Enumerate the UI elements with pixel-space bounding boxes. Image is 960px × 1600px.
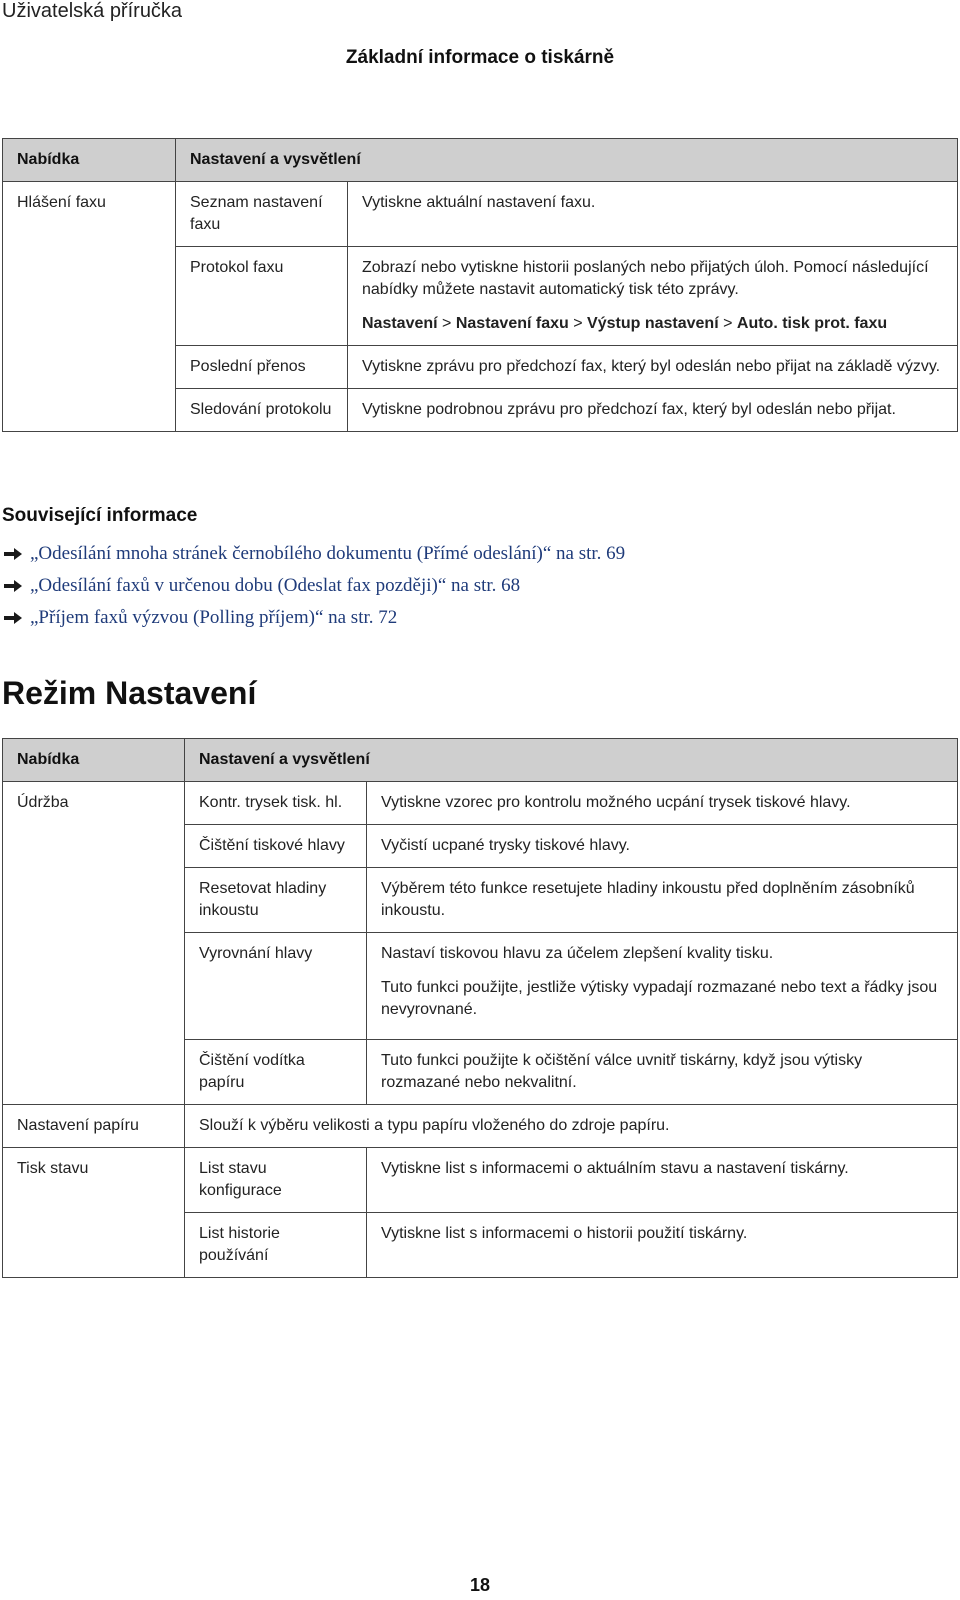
menu-group-print-status: Tisk stavu <box>3 1148 185 1278</box>
menu-path-separator: > <box>723 315 733 332</box>
column-header-settings: Nastavení a vysvětlení <box>176 139 958 182</box>
menu-path-step: Výstup nastavení <box>587 315 719 332</box>
setting-description: Vytiskne aktuální nastavení faxu. <box>348 182 958 247</box>
menu-group-fax-report: Hlášení faxu <box>3 182 176 432</box>
related-link-text[interactable]: „Odesílání faxů v určenou dobu (Odeslat fax později)“ na str. 68 <box>30 575 521 596</box>
related-link-text[interactable]: „Odesílání mnoha stránek černobílého dokumentu (Přímé odeslání)“ na str. 69 <box>30 543 626 564</box>
arrow-right-icon <box>2 545 24 563</box>
setting-description: Výběrem této funkce resetujete hladiny inkoustu před doplněním zásobníků inkoustu. <box>367 868 958 933</box>
setting-name: Čištění tiskové hlavy <box>185 825 367 868</box>
page-number: 18 <box>469 1575 491 1595</box>
setting-description: Slouží k výběru velikosti a typu papíru vloženého do zdroje papíru. <box>185 1105 958 1148</box>
setting-name: List historie používání <box>185 1213 367 1278</box>
setting-name: Kontr. trysek tisk. hl. <box>185 782 367 825</box>
menu-path <box>348 311 958 346</box>
setting-name: List stavu konfigurace <box>185 1148 367 1213</box>
related-link[interactable] <box>2 602 625 634</box>
related-link[interactable] <box>2 538 625 570</box>
menu-group-paper-setup: Nastavení papíru <box>3 1105 185 1148</box>
section2-title: Režim Nastavení <box>2 675 257 711</box>
setting-description: Vytiskne vzorec pro kontrolu možného ucpání trysek tiskové hlavy. <box>367 782 958 825</box>
related-info-heading: Související informace <box>2 505 198 526</box>
menu-path-step: Auto. tisk prot. faxu <box>736 315 888 332</box>
menu-path-step: Nastavení faxu <box>455 315 569 332</box>
column-header-settings: Nastavení a vysvětlení <box>185 739 958 782</box>
table-row <box>3 782 958 825</box>
table-row <box>3 1105 958 1148</box>
setting-name: Sledování protokolu <box>176 389 348 432</box>
setting-name: Protokol faxu <box>176 247 348 346</box>
table-row <box>3 182 958 247</box>
setting-description: Vytiskne zprávu pro předchozí fax, který byl odeslán nebo přijat na základě výzvy. <box>348 346 958 389</box>
menu-group-maintenance: Údržba <box>3 782 185 1105</box>
document-header: Uživatelská příručka <box>2 0 183 22</box>
setting-name: Resetovat hladiny inkoustu <box>185 868 367 933</box>
column-header-menu: Nabídka <box>3 139 176 182</box>
arrow-right-icon <box>2 577 24 595</box>
related-links <box>2 538 625 634</box>
related-link[interactable] <box>2 570 625 602</box>
column-header-menu: Nabídka <box>3 739 185 782</box>
setting-name: Vyrovnání hlavy <box>185 933 367 1040</box>
table-row <box>3 1148 958 1213</box>
table-header-row <box>3 739 958 782</box>
setting-description: Tuto funkci použijte, jestliže výtisky vypadají rozmazané nebo text a řádky jsou nevyrovnané. <box>367 975 958 1040</box>
menu-path-separator: > <box>573 315 583 332</box>
setting-name: Čištění vodítka papíru <box>185 1040 367 1105</box>
setting-description: Vytiskne list s informacemi o historii použití tiskárny. <box>367 1213 958 1278</box>
setup-menu-table <box>2 738 958 1278</box>
setting-description: Vytiskne podrobnou zprávu pro předchozí fax, který byl odeslán nebo přijat. <box>348 389 958 432</box>
related-link-text[interactable]: „Příjem faxů výzvou (Polling příjem)“ na str. 72 <box>30 607 398 628</box>
arrow-right-icon <box>2 609 24 627</box>
setting-description: Zobrazí nebo vytiskne historii poslaných nebo přijatých úloh. Pomocí následující nabídky můžete nastavit automatický tisk této zprávy. <box>348 247 958 312</box>
setting-name: Poslední přenos <box>176 346 348 389</box>
setting-description: Nastaví tiskovou hlavu za účelem zlepšení kvality tisku. <box>367 933 958 976</box>
fax-report-menu-table <box>2 138 958 432</box>
setting-description: Tuto funkci použijte k očištění válce uvnitř tiskárny, když jsou výtisky rozmazané nebo nekvalitní. <box>367 1040 958 1105</box>
menu-path-separator: > <box>442 315 452 332</box>
setting-description: Vytiskne list s informacemi o aktuálním stavu a nastavení tiskárny. <box>367 1148 958 1213</box>
setting-name: Seznam nastavení faxu <box>176 182 348 247</box>
menu-path-step: Nastavení <box>362 315 438 332</box>
section-title: Základní informace o tiskárně <box>345 47 615 68</box>
setting-description: Vyčistí ucpané trysky tiskové hlavy. <box>367 825 958 868</box>
table-header-row <box>3 139 958 182</box>
